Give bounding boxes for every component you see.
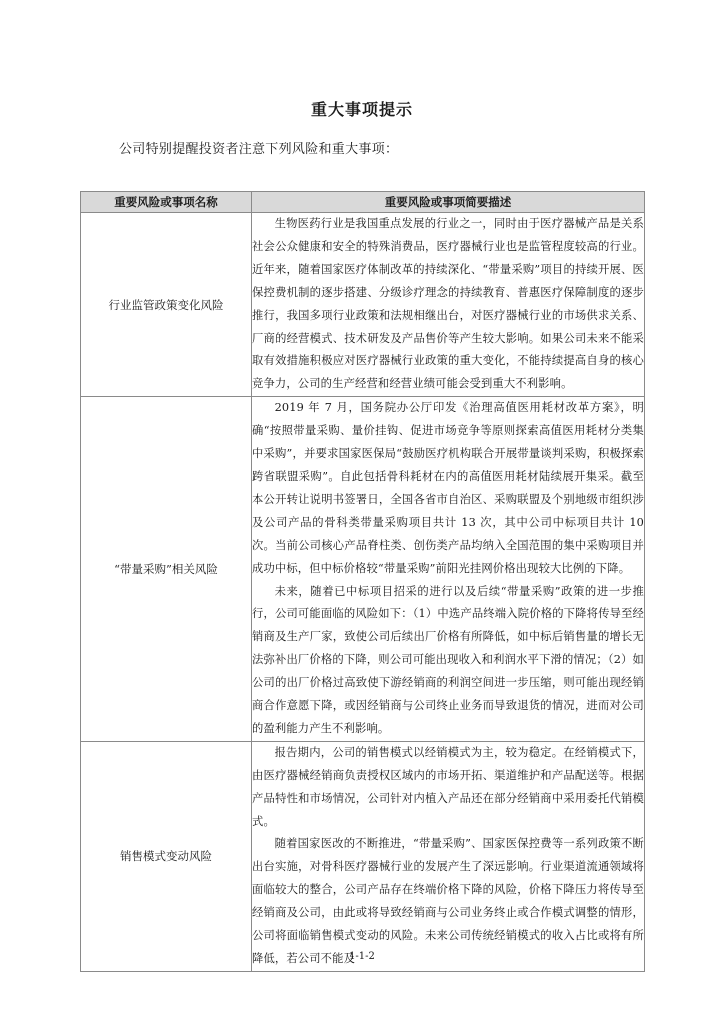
page-number: 1-1-2 — [349, 951, 375, 962]
risk-name-cell: 销售模式变动风险 — [81, 741, 252, 971]
risk-name-cell: “带量采购”相关风险 — [81, 397, 252, 742]
table-row — [81, 397, 645, 742]
risk-table — [80, 191, 645, 972]
intro-text: 公司特别提醒投资者注意下列风险和重大事项： — [119, 142, 399, 157]
table-row — [81, 741, 645, 971]
description-paragraph: 未来，随着已中标项目招采的进行以及后续“带量采购”政策的进一步推行，公司可能面临的风险如下：（1）中选产品终端入院价格的下降将传导至经销商及生产厂家，致使公司后续出厂价格有所降低，如中标后销售量的增长无法弥补出厂价格的下降，则公司可能出现收入和利润水平下滑的情况；（2）如公司的出厂价格过高致使下游经销商的利润空间进一步压缩，则可能出现经销商合作意愿下降，或因经销商与公司终止业务而导致退货的情况，进而对公司的盈利能力产生不利影响。 — [252, 584, 644, 735]
risk-description-cell — [252, 213, 645, 397]
description-paragraph: 报告期内，公司的销售模式以经销模式为主，较为稳定。在经销模式下，由医疗器械经销商负责授权区域内的市场开拓、渠道维护和产品配送等。根据产品特性和市场情况，公司针对内植入产品还在部分经销商中采用委托代销模式。 — [252, 745, 644, 828]
risk-description-cell — [252, 741, 645, 971]
table-row — [81, 213, 645, 397]
risk-description-cell — [252, 397, 645, 742]
column-header-name: 重要风险或事项名称 — [81, 192, 252, 213]
description-paragraph: 生物医药行业是我国重点发展的行业之一，同时由于医疗器械产品是关系社会公众健康和安全的特殊消费品，医疗器械行业也是监管程度较高的行业。近年来，随着国家医疗体制改革的持续深化、“带量采购”项目的持续开展、医保控费机制的逐步搭建、分级诊疗理念的持续教育、普惠医疗保障制度的逐步推行，我国多项行业政策和法规相继出台，对医疗器械行业的市场供求关系、厂商的经营模式、技术研发及产品售价等产生较大影响。如果公司未来不能采取有效措施积极应对医疗器械行业政策的重大变化，不能持续提高自身的核心竞争力，公司的生产经营和经营业绩可能会受到重大不利影响。 — [252, 217, 644, 391]
table-header-row — [81, 192, 645, 213]
page-title: 重大事项提示 — [310, 100, 413, 119]
description-paragraph: 随着国家医改的不断推进，“带量采购”、国家医保控费等一系列政策不断出台实施，对骨科医疗器械行业的发展产生了深远影响。行业渠道流通领域将面临较大的整合，公司产品存在终端价格下降的风险，价格下降压力将传导至经销商及公司，由此或将导致经销商与公司业务终止或合作模式调整的情形，公司将面临销售模式变动的风险。未来公司传统经销模式的收入占比或将有所降低，若公司不能及 — [252, 837, 644, 965]
description-paragraph: 2019 年 7 月，国务院办公厅印发《治理高值医用耗材改革方案》，明确“按照带量采购、量价挂钩、促进市场竞争等原则探索高值医用耗材分类集中采购”，并要求国家医保局“鼓励医疗机构联合开展带量谈判采购，积极探索跨省联盟采购”。自此包括骨科耗材在内的高值医用耗材陆续展开集采。截至本公开转让说明书签署日，全国各省市自治区、采购联盟及个别地级市组织涉及公司产品的骨科类带量采购项目共计 13 次，其中公司中标项目共计 10 次。当前公司核心产品脊柱类、创伤类产品均纳入全国范围的集中采购项目并成功中标，但中标价格较“带量采购”前阳光挂网价格出现较大比例的下降。 — [252, 401, 644, 575]
column-header-description: 重要风险或事项简要描述 — [252, 192, 645, 213]
risk-name-cell: 行业监管政策变化风险 — [81, 213, 252, 397]
